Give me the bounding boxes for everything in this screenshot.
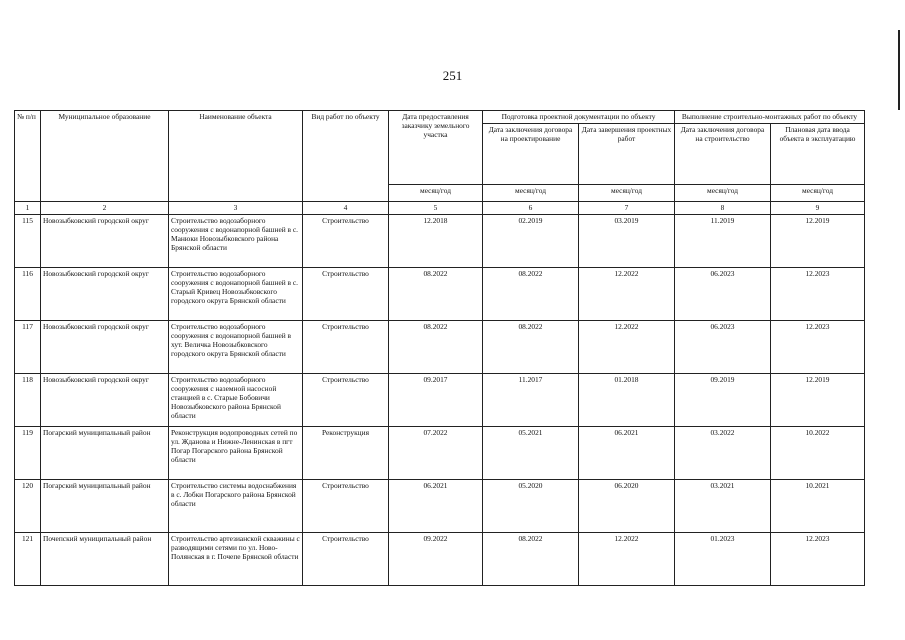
row-construction-contract: 11.2019 xyxy=(675,215,771,268)
table-row xyxy=(15,427,865,480)
row-number: 119 xyxy=(15,427,41,480)
row-design-end: 12.2022 xyxy=(579,268,675,321)
row-design-contract: 08.2022 xyxy=(483,533,579,586)
row-land-date: 09.2017 xyxy=(389,374,483,427)
header-num: № п/п xyxy=(15,111,41,202)
row-construction-contract: 06.2023 xyxy=(675,321,771,374)
row-work-type: Строительство xyxy=(303,480,389,533)
row-commission-date: 10.2021 xyxy=(771,480,865,533)
row-design-contract: 05.2020 xyxy=(483,480,579,533)
row-design-end: 06.2020 xyxy=(579,480,675,533)
row-municipality: Погарский муниципальный район xyxy=(41,480,169,533)
row-municipality: Новозыбковский городской округ xyxy=(41,215,169,268)
row-design-end: 03.2019 xyxy=(579,215,675,268)
row-design-end: 12.2022 xyxy=(579,321,675,374)
table-row xyxy=(15,268,865,321)
row-land-date: 08.2022 xyxy=(389,321,483,374)
row-design-contract: 05.2021 xyxy=(483,427,579,480)
header-commission-date: Плановая дата ввода объекта в эксплуатацию xyxy=(771,124,865,185)
row-work-type: Реконструкция xyxy=(303,427,389,480)
column-numbers-row xyxy=(15,202,865,215)
row-object: Строительство водозаборного сооружения с водонапорной башней в хут. Величка Новозыбковского городского округа Брянской области xyxy=(169,321,303,374)
column-number: 9 xyxy=(771,202,865,215)
header-design-end: Дата завершения проектных работ xyxy=(579,124,675,185)
row-municipality: Новозыбковский городской округ xyxy=(41,374,169,427)
column-number: 7 xyxy=(579,202,675,215)
row-work-type: Строительство xyxy=(303,374,389,427)
header-construction-group: Выполнение строительно-монтажных работ по объекту xyxy=(675,111,865,124)
column-number: 8 xyxy=(675,202,771,215)
row-municipality: Новозыбковский городской округ xyxy=(41,268,169,321)
row-construction-contract: 01.2023 xyxy=(675,533,771,586)
unit-cell: месяц/год xyxy=(675,185,771,202)
row-municipality: Погарский муниципальный район xyxy=(41,427,169,480)
row-construction-contract: 03.2022 xyxy=(675,427,771,480)
table-row xyxy=(15,374,865,427)
row-work-type: Строительство xyxy=(303,215,389,268)
header-object: Наименование объекта xyxy=(169,111,303,202)
table-row xyxy=(15,533,865,586)
row-number: 115 xyxy=(15,215,41,268)
row-number: 120 xyxy=(15,480,41,533)
row-object: Строительство водозаборного сооружения с водонапорной башней в с. Старый Кривец Новозыбковского городского округа Брянской области xyxy=(169,268,303,321)
row-number: 121 xyxy=(15,533,41,586)
row-land-date: 06.2021 xyxy=(389,480,483,533)
row-land-date: 08.2022 xyxy=(389,268,483,321)
row-commission-date: 12.2023 xyxy=(771,321,865,374)
schedule-table xyxy=(14,110,865,586)
row-design-end: 12.2022 xyxy=(579,533,675,586)
row-commission-date: 12.2023 xyxy=(771,533,865,586)
unit-cell: месяц/год xyxy=(771,185,865,202)
table-row xyxy=(15,215,865,268)
row-construction-contract: 06.2023 xyxy=(675,268,771,321)
unit-cell: месяц/год xyxy=(483,185,579,202)
row-construction-contract: 03.2021 xyxy=(675,480,771,533)
scan-edge-mark xyxy=(898,30,900,110)
header-municipality: Муниципальное образование xyxy=(41,111,169,202)
row-object: Строительство водозаборного сооружения с наземной насосной станцией в с. Старые Бобовичи Новозыбковского района Брянской области xyxy=(169,374,303,427)
header-design-contract: Дата заключения договора на проектирование xyxy=(483,124,579,185)
column-number: 1 xyxy=(15,202,41,215)
row-design-contract: 02.2019 xyxy=(483,215,579,268)
row-number: 117 xyxy=(15,321,41,374)
row-land-date: 09.2022 xyxy=(389,533,483,586)
row-object: Строительство артезианской скважины с разводящими сетями по ул. Ново-Полянская в г. Почепе Брянской области xyxy=(169,533,303,586)
row-design-contract: 11.2017 xyxy=(483,374,579,427)
row-design-contract: 08.2022 xyxy=(483,321,579,374)
row-municipality: Почепский муниципальный район xyxy=(41,533,169,586)
row-municipality: Новозыбковский городской округ xyxy=(41,321,169,374)
row-commission-date: 10.2022 xyxy=(771,427,865,480)
column-number: 3 xyxy=(169,202,303,215)
header-design-group: Подготовка проектной документации по объекту xyxy=(483,111,675,124)
row-number: 118 xyxy=(15,374,41,427)
table-row xyxy=(15,480,865,533)
table-row xyxy=(15,321,865,374)
row-commission-date: 12.2023 xyxy=(771,268,865,321)
row-design-end: 01.2018 xyxy=(579,374,675,427)
column-number: 6 xyxy=(483,202,579,215)
row-work-type: Строительство xyxy=(303,268,389,321)
row-design-end: 06.2021 xyxy=(579,427,675,480)
column-number: 2 xyxy=(41,202,169,215)
header-land-date: Дата предоставления заказчику земельного участка xyxy=(389,111,483,185)
row-object: Строительство водозаборного сооружения с водонапорной башней в с. Манюки Новозыбковского района Брянской области xyxy=(169,215,303,268)
row-work-type: Строительство xyxy=(303,533,389,586)
header-row-1 xyxy=(15,111,865,124)
header-work-type: Вид работ по объекту xyxy=(303,111,389,202)
row-construction-contract: 09.2019 xyxy=(675,374,771,427)
column-number: 5 xyxy=(389,202,483,215)
row-commission-date: 12.2019 xyxy=(771,374,865,427)
row-land-date: 07.2022 xyxy=(389,427,483,480)
column-number: 4 xyxy=(303,202,389,215)
header-construction-contract: Дата заключения договора на строительство xyxy=(675,124,771,185)
row-object: Строительство системы водоснабжения в с. Лобки Погарского района Брянской области xyxy=(169,480,303,533)
row-object: Реконструкция водопроводных сетей по ул. Жданова и Нижне-Ленинская в пгт Погар Погарского района Брянской области xyxy=(169,427,303,480)
unit-cell: месяц/год xyxy=(579,185,675,202)
row-design-contract: 08.2022 xyxy=(483,268,579,321)
table-body xyxy=(15,215,865,586)
row-land-date: 12.2018 xyxy=(389,215,483,268)
row-commission-date: 12.2019 xyxy=(771,215,865,268)
page-number: 251 xyxy=(442,68,463,83)
row-work-type: Строительство xyxy=(303,321,389,374)
row-number: 116 xyxy=(15,268,41,321)
unit-cell: месяц/год xyxy=(389,185,483,202)
